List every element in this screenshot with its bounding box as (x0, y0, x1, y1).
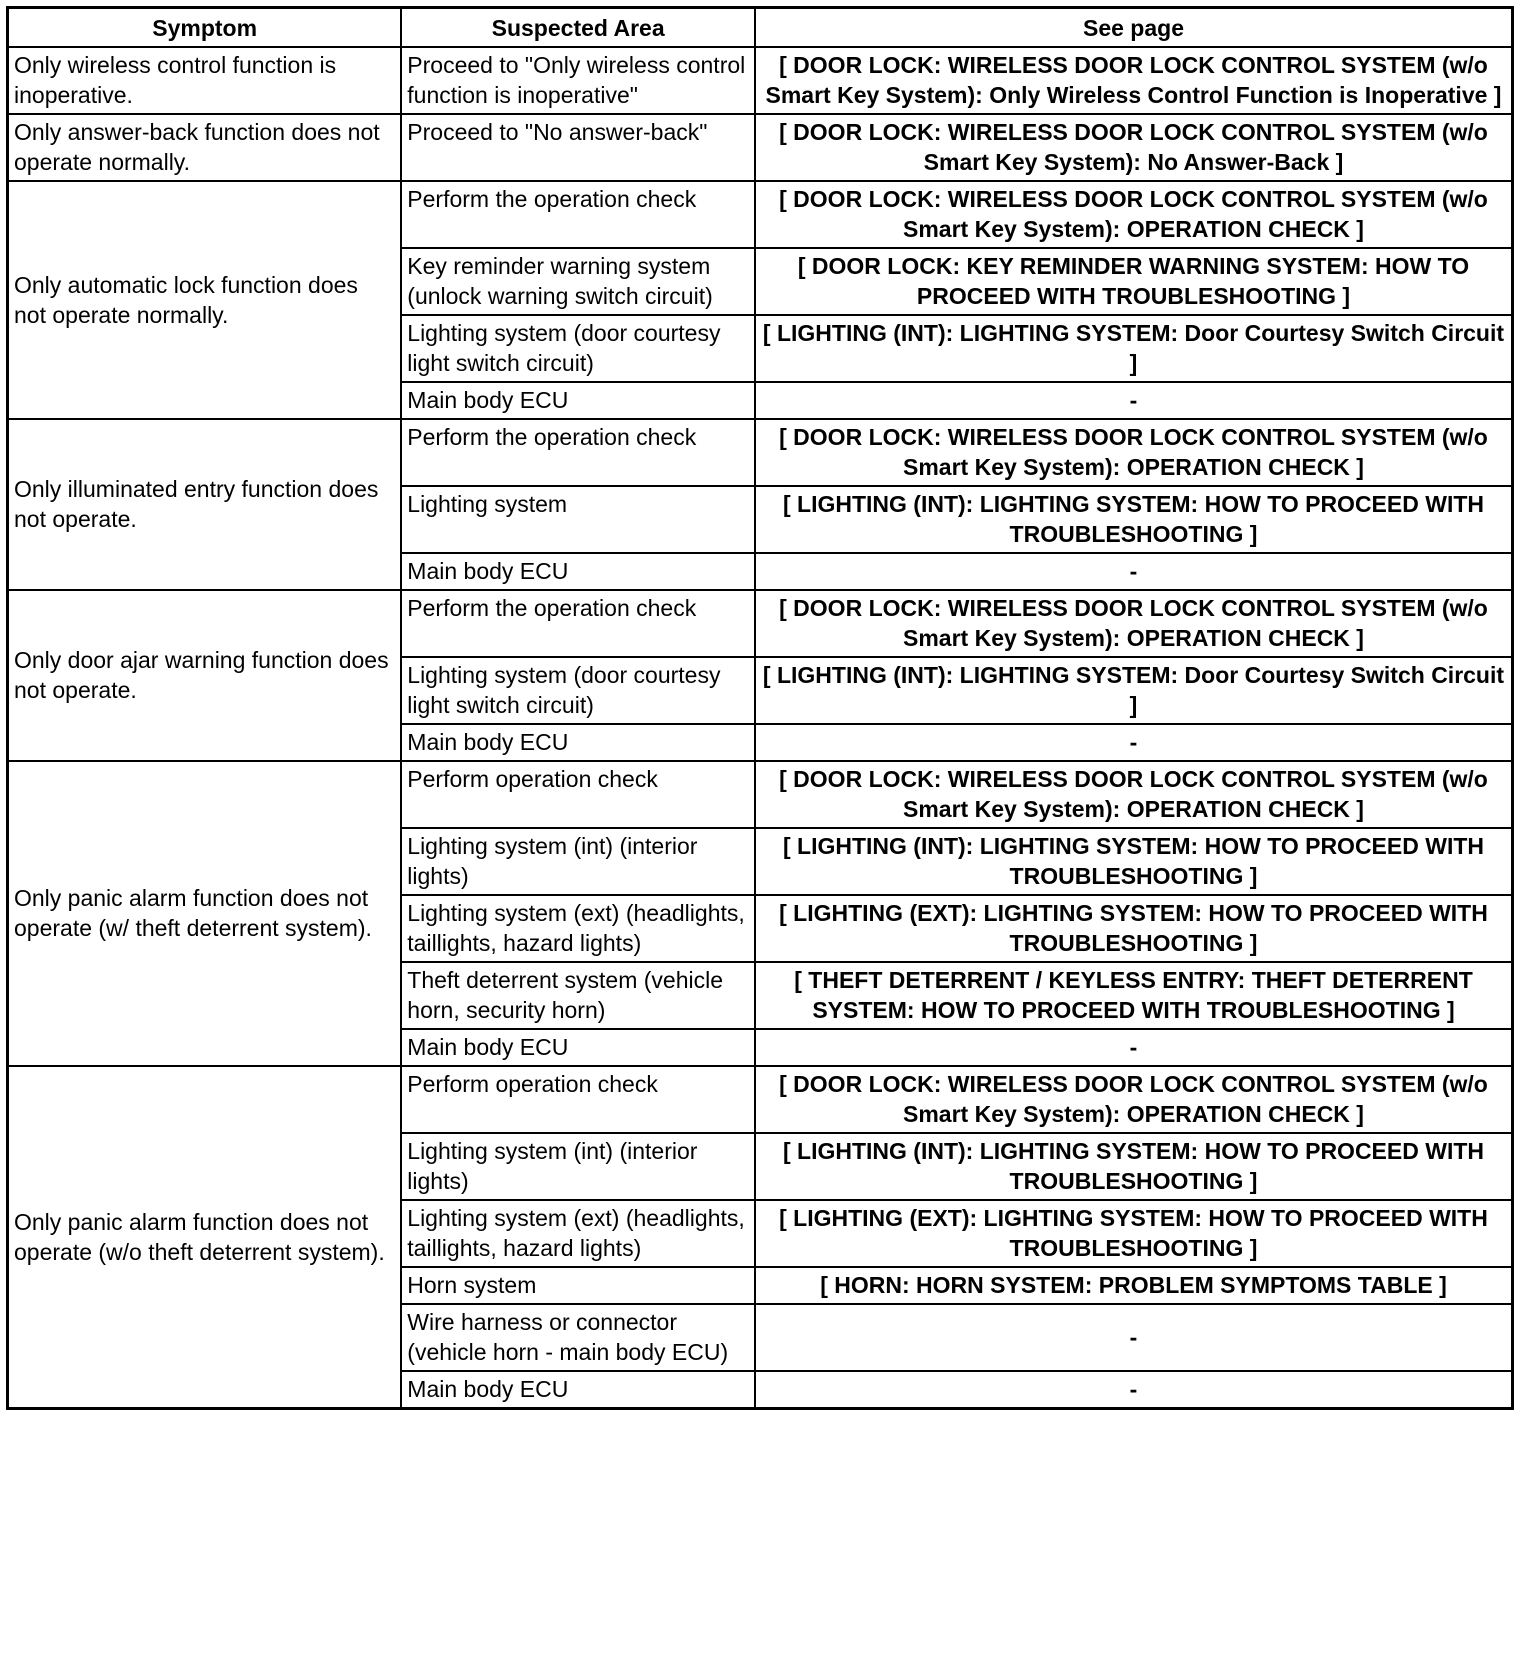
table-row (8, 1066, 1513, 1133)
see-page-cell: [ HORN: HORN SYSTEM: PROBLEM SYMPTOMS TABLE ] (755, 1267, 1513, 1304)
see-page-cell: [ LIGHTING (INT): LIGHTING SYSTEM: HOW TO PROCEED WITH TROUBLESHOOTING ] (755, 486, 1513, 553)
table-row (8, 181, 1513, 248)
see-page-cell: - (755, 1029, 1513, 1066)
suspected-area-cell: Perform the operation check (401, 419, 755, 486)
see-page-cell: [ DOOR LOCK: WIRELESS DOOR LOCK CONTROL SYSTEM (w/o Smart Key System): OPERATION CHECK ] (755, 590, 1513, 657)
symptom-cell: Only automatic lock function does not operate normally. (8, 181, 402, 419)
suspected-area-cell: Proceed to "No answer-back" (401, 114, 755, 181)
see-page-cell: [ LIGHTING (EXT): LIGHTING SYSTEM: HOW TO PROCEED WITH TROUBLESHOOTING ] (755, 895, 1513, 962)
table-row (8, 114, 1513, 181)
suspected-area-cell: Lighting system (ext) (headlights, taillights, hazard lights) (401, 1200, 755, 1267)
suspected-area-cell: Lighting system (401, 486, 755, 553)
see-page-cell: [ DOOR LOCK: WIRELESS DOOR LOCK CONTROL SYSTEM (w/o Smart Key System): No Answer-Back ] (755, 114, 1513, 181)
symptom-cell: Only door ajar warning function does not operate. (8, 590, 402, 761)
symptom-cell: Only panic alarm function does not operate (w/ theft deterrent system). (8, 761, 402, 1066)
see-page-cell: [ LIGHTING (INT): LIGHTING SYSTEM: HOW TO PROCEED WITH TROUBLESHOOTING ] (755, 828, 1513, 895)
header-suspected-area: Suspected Area (401, 8, 755, 48)
see-page-cell: - (755, 553, 1513, 590)
table-row (8, 47, 1513, 114)
suspected-area-cell: Theft deterrent system (vehicle horn, security horn) (401, 962, 755, 1029)
see-page-cell: - (755, 382, 1513, 419)
suspected-area-cell: Horn system (401, 1267, 755, 1304)
table-row (8, 761, 1513, 828)
see-page-cell: [ DOOR LOCK: WIRELESS DOOR LOCK CONTROL SYSTEM (w/o Smart Key System): OPERATION CHECK ] (755, 1066, 1513, 1133)
header-row (8, 8, 1513, 48)
see-page-cell: [ DOOR LOCK: WIRELESS DOOR LOCK CONTROL SYSTEM (w/o Smart Key System): OPERATION CHECK ] (755, 181, 1513, 248)
suspected-area-cell: Lighting system (door courtesy light switch circuit) (401, 657, 755, 724)
header-see-page: See page (755, 8, 1513, 48)
symptom-cell: Only panic alarm function does not operate (w/o theft deterrent system). (8, 1066, 402, 1409)
see-page-cell: [ LIGHTING (INT): LIGHTING SYSTEM: Door Courtesy Switch Circuit ] (755, 315, 1513, 382)
see-page-cell: [ THEFT DETERRENT / KEYLESS ENTRY: THEFT DETERRENT SYSTEM: HOW TO PROCEED WITH TROUBLESHOOTING ] (755, 962, 1513, 1029)
suspected-area-cell: Main body ECU (401, 724, 755, 761)
see-page-cell: [ LIGHTING (INT): LIGHTING SYSTEM: Door Courtesy Switch Circuit ] (755, 657, 1513, 724)
suspected-area-cell: Lighting system (int) (interior lights) (401, 828, 755, 895)
see-page-cell: - (755, 1371, 1513, 1409)
symptom-cell: Only answer-back function does not operate normally. (8, 114, 402, 181)
suspected-area-cell: Proceed to "Only wireless control function is inoperative" (401, 47, 755, 114)
see-page-cell: [ DOOR LOCK: WIRELESS DOOR LOCK CONTROL SYSTEM (w/o Smart Key System): Only Wireless Control Function is Inoperative ] (755, 47, 1513, 114)
symptom-cell: Only wireless control function is inoperative. (8, 47, 402, 114)
see-page-cell: [ DOOR LOCK: WIRELESS DOOR LOCK CONTROL SYSTEM (w/o Smart Key System): OPERATION CHECK ] (755, 419, 1513, 486)
suspected-area-cell: Perform operation check (401, 761, 755, 828)
see-page-cell: - (755, 1304, 1513, 1371)
see-page-cell: [ DOOR LOCK: WIRELESS DOOR LOCK CONTROL SYSTEM (w/o Smart Key System): OPERATION CHECK ] (755, 761, 1513, 828)
see-page-cell: [ LIGHTING (INT): LIGHTING SYSTEM: HOW TO PROCEED WITH TROUBLESHOOTING ] (755, 1133, 1513, 1200)
see-page-cell: [ DOOR LOCK: KEY REMINDER WARNING SYSTEM: HOW TO PROCEED WITH TROUBLESHOOTING ] (755, 248, 1513, 315)
header-symptom: Symptom (8, 8, 402, 48)
suspected-area-cell: Lighting system (ext) (headlights, taillights, hazard lights) (401, 895, 755, 962)
see-page-cell: [ LIGHTING (EXT): LIGHTING SYSTEM: HOW TO PROCEED WITH TROUBLESHOOTING ] (755, 1200, 1513, 1267)
suspected-area-cell: Main body ECU (401, 553, 755, 590)
suspected-area-cell: Main body ECU (401, 382, 755, 419)
suspected-area-cell: Wire harness or connector (vehicle horn - main body ECU) (401, 1304, 755, 1371)
table-body (8, 47, 1513, 1409)
suspected-area-cell: Key reminder warning system (unlock warning switch circuit) (401, 248, 755, 315)
suspected-area-cell: Perform the operation check (401, 590, 755, 657)
see-page-cell: - (755, 724, 1513, 761)
suspected-area-cell: Perform the operation check (401, 181, 755, 248)
suspected-area-cell: Main body ECU (401, 1371, 755, 1409)
symptoms-table (6, 6, 1514, 1410)
suspected-area-cell: Main body ECU (401, 1029, 755, 1066)
symptom-cell: Only illuminated entry function does not operate. (8, 419, 402, 590)
suspected-area-cell: Perform operation check (401, 1066, 755, 1133)
table-row (8, 590, 1513, 657)
suspected-area-cell: Lighting system (int) (interior lights) (401, 1133, 755, 1200)
table-row (8, 419, 1513, 486)
suspected-area-cell: Lighting system (door courtesy light switch circuit) (401, 315, 755, 382)
